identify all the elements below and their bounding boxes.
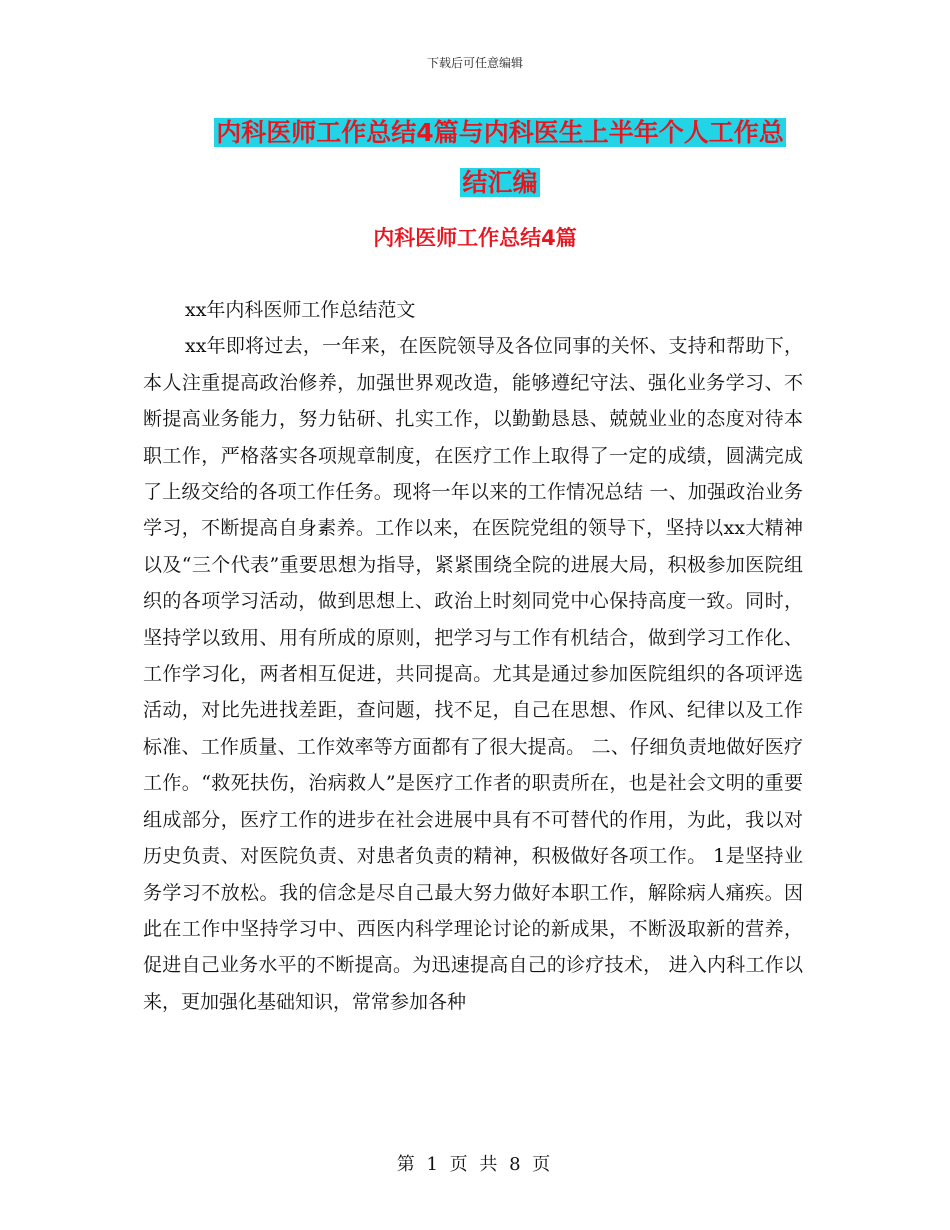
body-subtitle: xx年内科医师工作总结范文: [185, 299, 416, 321]
document-title: [140, 108, 860, 208]
document-title-line-1: 内科医师工作总结4篇与内科医生上半年个人工作总: [216, 118, 784, 147]
header-note: 下载后可任意编辑: [426, 56, 523, 70]
page-footer: 第 1 页 共 8 页: [396, 1154, 554, 1175]
section-heading: 内科医师工作总结4篇: [373, 226, 577, 250]
document-title-line-2: 结汇编: [462, 168, 538, 197]
document-body: [143, 292, 803, 1020]
body-paragraph: xx年即将过去，一年来，在医院领导及各位同事的关怀、支持和帮助下，本人注重提高政治修养，加强世界观改造，能够遵纪守法、强化业务学习、不断提高业务能力，努力钻研、扎实工作，以勤勤恳恳、兢兢业业的态度对待本职工作，严格落实各项规章制度，在医疗工作上取得了一定的成绩，圆满完成了上级交给的各项工作任务。现将一年以来的工作情况总结 一、加强政治业务学习，不断提高自身素养。工作以来，在医院党组的领导下，坚持以xx大精神以及“三个代表”重要思想为指导，紧紧围绕全院的进展大局，积极参加医院组织的各项学习活动，做到思想上、政治上时刻同党中心保持高度一致。同时，坚持学以致用、用有所成的原则，把学习与工作有机结合，做到学习工作化、工作学习化，两者相互促进，共同提高。尤其是通过参加医院组织的各项评选活动，对比先进找差距，查问题，找不足，自己在思想、作风、纪律以及工作标准、工作质量、工作效率等方面都有了很大提高。 二、仔细负责地做好医疗工作。“救死扶伤，治病救人”是医疗工作者的职责所在，也是社会文明的重要组成部分，医疗工作的进步在社会进展中具有不可替代的作用，为此，我以对历史负责、对医院负责、对患者负责的精神，积极做好各项工作。 1是坚持业务学习不放松。我的信念是尽自己最大努力做好本职工作，解除病人痛疾。因此在工作中坚持学习中、西医内科学理论讨论的新成果，不断汲取新的营养，促进自己业务水平的不断提高。为迅速提高自己的诊疗技术， 进入内科工作以来，更加强化基础知识，常常参加各种: [143, 335, 803, 1013]
